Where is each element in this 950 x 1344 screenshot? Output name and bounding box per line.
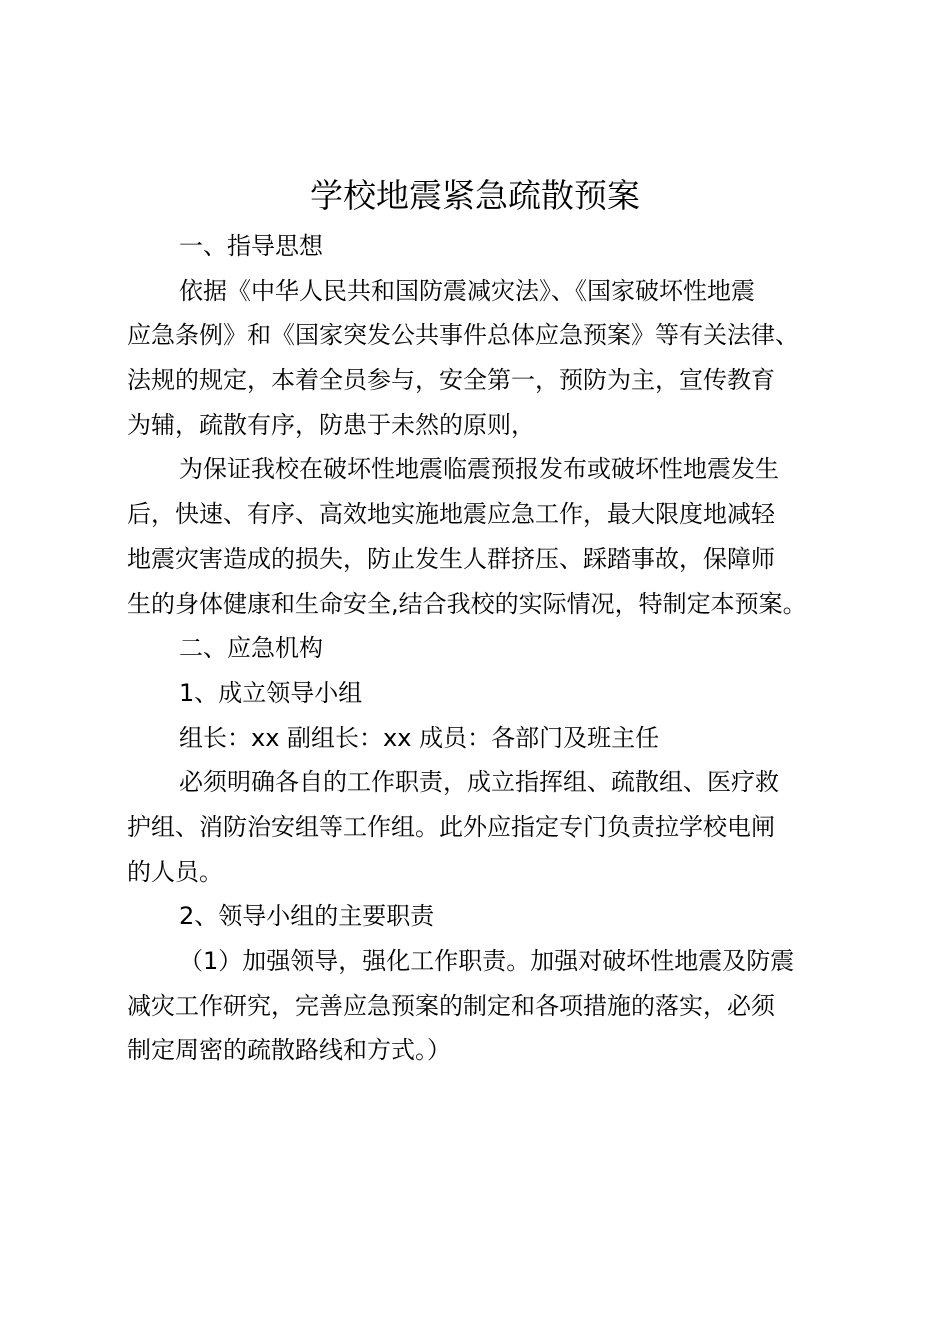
paragraph-line: 护组、消防治安组等工作组。此外应指定专门负责拉学校电闸 (127, 812, 775, 841)
paragraph-line: 依据《中华人民共和国防震减灾法》、《国家破坏性地震 (179, 276, 755, 305)
subheading-leadership-group: 1、成立领导小组 (179, 678, 363, 707)
subheading-main-duties: 2、领导小组的主要职责 (179, 902, 435, 931)
paragraph-line: 的人员。 (127, 857, 223, 886)
paragraph-line: 为保证我校在破坏性地震临震预报发布或破坏性地震发生 (179, 455, 779, 484)
paragraph-line: 生的身体健康和生命安全,结合我校的实际情况，特制定本预案。 (127, 589, 807, 618)
paragraph-line: 制定周密的疏散路线和方式。） (127, 1036, 451, 1065)
paragraph-line: 地震灾害造成的损失，防止发生人群挤压、踩踏事故，保障师 (127, 544, 775, 573)
section-heading-guiding-thought: 一、指导思想 (179, 232, 323, 260)
paragraph-line: 减灾工作研究，完善应急预案的制定和各项措施的落实，必须 (127, 991, 775, 1020)
paragraph-line: 法规的规定，本着全员参与，安全第一，预防为主，宣传教育 (127, 366, 775, 395)
document-body (127, 224, 847, 1073)
paragraph-line: 为辅，疏散有序，防患于未然的原则， (127, 410, 535, 439)
document-title: 学校地震紧急疏散预案 (310, 176, 640, 215)
paragraph-line: （1）加强领导，强化工作职责。加强对破坏性地震及防震 (179, 947, 795, 975)
leadership-members-line: 组长：xx 副组长：xx 成员：各部门及班主任 (179, 723, 660, 752)
paragraph-line: 后，快速、有序、高效地实施地震应急工作，最大限度地减轻 (127, 500, 775, 529)
paragraph-line: 应急条例》和《国家突发公共事件总体应急预案》等有关法律、 (127, 321, 799, 350)
paragraph-line: 必须明确各自的工作职责，成立指挥组、疏散组、医疗救 (179, 768, 779, 797)
section-heading-emergency-organization: 二、应急机构 (179, 634, 323, 663)
